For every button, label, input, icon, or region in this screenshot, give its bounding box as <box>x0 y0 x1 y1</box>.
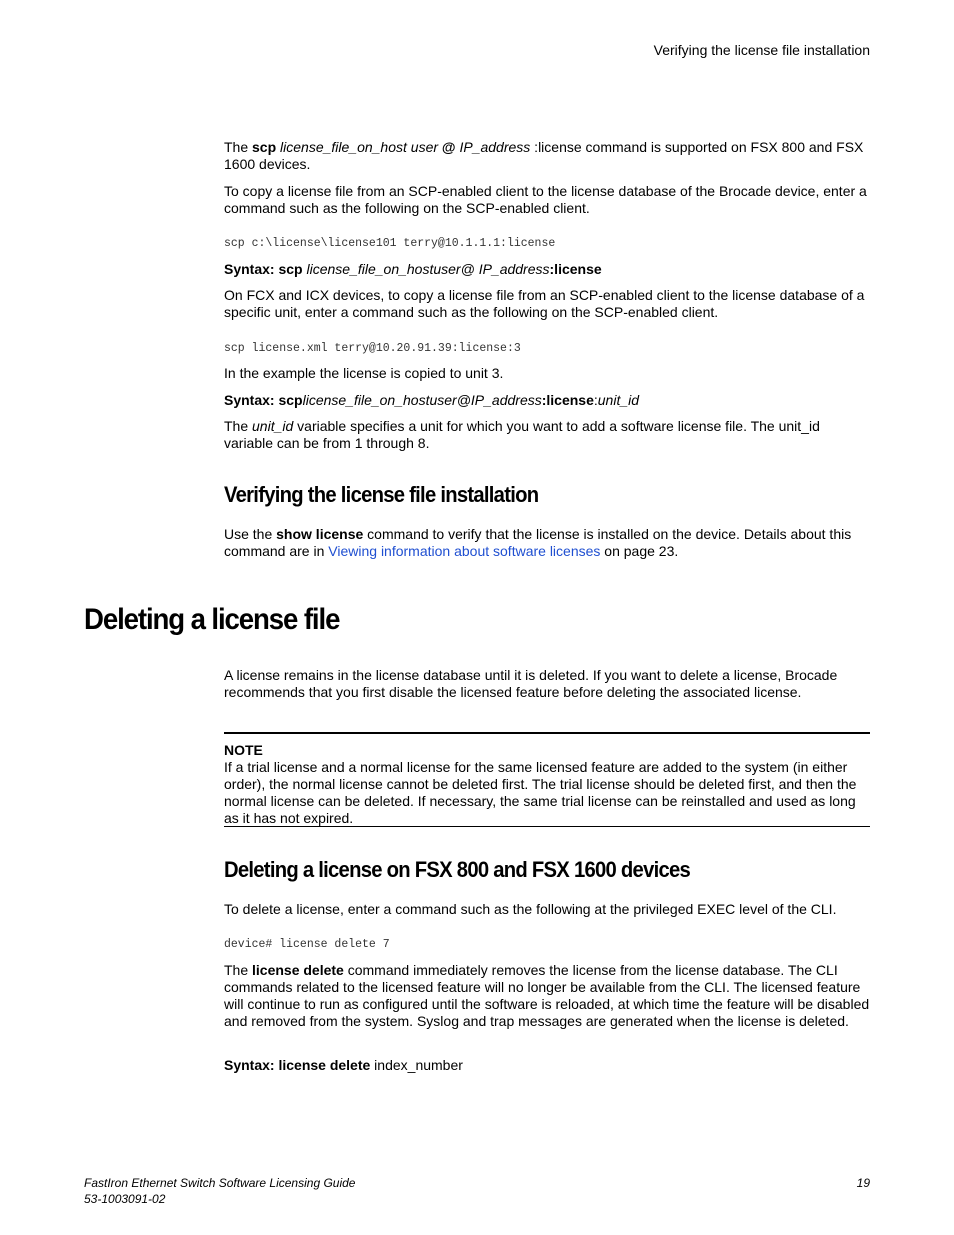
syntax-scp: Syntax: scp license_file_on_hostuser@ IP_address:license <box>224 261 602 277</box>
paragraph-unit-id: The unit_id variable specifies a unit for which you want to add a software license file. The unit_id variable can be from 1 through 8. <box>224 418 820 451</box>
note-block <box>224 742 870 827</box>
footer-guide-title: FastIron Ethernet Switch Software Licensing Guide <box>84 1176 356 1190</box>
note-label: NOTE <box>224 742 263 758</box>
code-example-delete: device# license delete 7 <box>224 938 390 951</box>
paragraph-show-license: Use the show license command to verify that the license is installed on the device. Details about this command are in Viewing information about software licenses on page 23. <box>224 526 852 559</box>
note-text: If a trial license and a normal license for the same licensed feature are added to the system (in either order), the normal license cannot be deleted first. The trial license should be deleted first, and then the normal license can be deleted. If necessary, the same trial license can be reinstalled and used as long as it has not expired. <box>224 759 857 826</box>
paragraph-scp-support: The scp license_file_on_host user @ IP_address :license command is supported on FSX 800 and FSX 1600 devices. <box>224 139 864 172</box>
paragraph-unit-example: In the example the license is copied to unit 3. <box>224 365 504 381</box>
paragraph-scp-copy: To copy a license file from an SCP-enabled client to the license database of the Brocade device, enter a command such as the following on the SCP-enabled client. <box>224 183 867 216</box>
note-bottom-rule <box>224 826 870 827</box>
paragraph-license-remains: A license remains in the license database until it is deleted. If you want to delete a license, Brocade recommends that you first disable the licensed feature before deleting the associated license. <box>224 667 838 700</box>
code-example-scp-unit: scp license.xml terry@10.20.91.39:license:3 <box>224 342 521 355</box>
running-header: Verifying the license file installation <box>653 42 870 58</box>
heading-deleting: Deleting a license file <box>84 603 340 636</box>
paragraph-fcx-icx: On FCX and ICX devices, to copy a license file from an SCP-enabled client to the license database of a specific unit, enter a command such as the following on the SCP-enabled client. <box>224 287 865 320</box>
heading-deleting-fsx: Deleting a license on FSX 800 and FSX 1600 devices <box>224 857 691 882</box>
footer-doc-number: 53-1003091-02 <box>84 1192 166 1206</box>
paragraph-delete-intro: To delete a license, enter a command such as the following at the privileged EXEC level of the CLI. <box>224 901 837 917</box>
code-example-scp: scp c:\license\license101 terry@10.1.1.1:license <box>224 237 556 250</box>
link-viewing-licenses[interactable]: Viewing information about software licenses <box>328 543 601 559</box>
heading-verifying: Verifying the license file installation <box>224 482 539 507</box>
note-top-rule <box>224 732 870 734</box>
footer-page-number: 19 <box>856 1176 870 1190</box>
syntax-scp-unit: Syntax: scplicense_file_on_hostuser@IP_address:license:unit_id <box>224 392 640 408</box>
paragraph-license-delete: The license delete command immediately removes the license from the license database. The CLI commands related to the licensed feature will no longer be available from the CLI. The licensed feature will continue to run as configured until the software is reloaded, at which time the feature will be disabled and removed from the system. Syslog and trap messages are generated when the license is deleted. <box>224 962 870 1029</box>
syntax-license-delete: Syntax: license delete index_number <box>224 1057 463 1073</box>
